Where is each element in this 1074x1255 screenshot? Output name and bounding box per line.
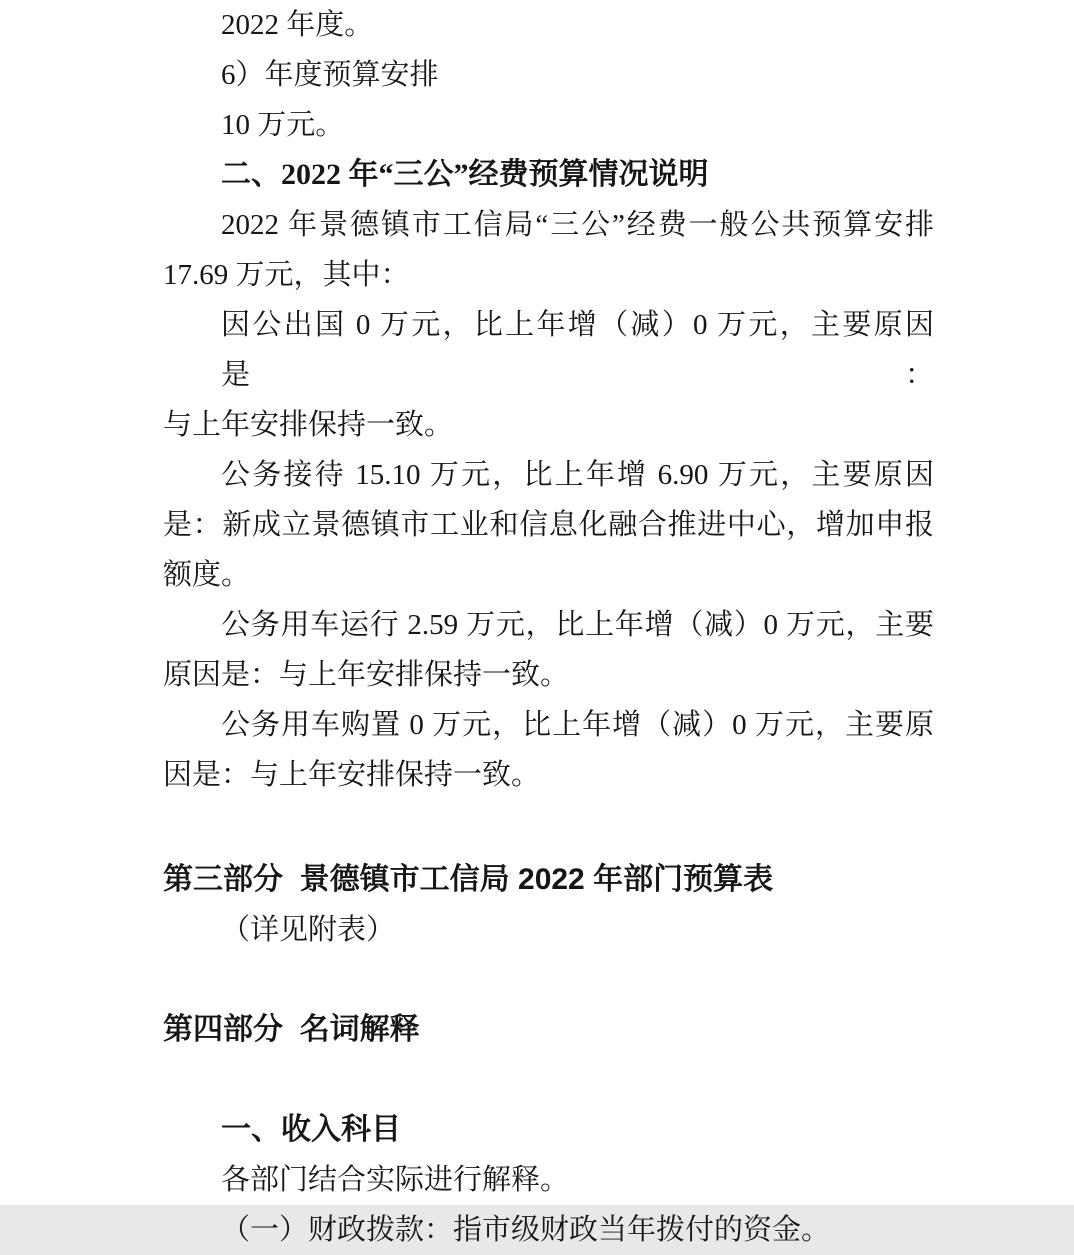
section2-heading: 二、2022 年“三公”经费预算情况说明 — [221, 158, 709, 191]
income-section-heading: 一、收入科目 — [221, 1113, 401, 1146]
paragraph-line: 2022 年景德镇市工信局“三公”经费一般公共预算安排 — [221, 209, 934, 241]
paragraph-line: 6）年度预算安排 — [221, 59, 439, 91]
paragraph-line: 10 万元。 — [221, 109, 345, 141]
paragraph-line: （详见附表） — [221, 914, 396, 946]
paragraph-line: 17.69 万元，其中： — [163, 259, 410, 291]
part4-heading: 第四部分 名词解释 — [163, 1013, 420, 1046]
paragraph-line: 是：新成立景德镇市工业和信息化融合推进中心，增加申报 — [163, 509, 934, 541]
paragraph-line: 因是：与上年安排保持一致。 — [163, 759, 541, 791]
paragraph-line: 公务接待 15.10 万元，比上年增 6.90 万元，主要原因 — [221, 459, 934, 491]
paragraph-line: 与上年安排保持一致。 — [163, 409, 454, 441]
paragraph-line: 公务用车购置 0 万元，比上年增（减）0 万元，主要原 — [221, 709, 934, 741]
paragraph-line: 因公出国 0 万元，比上年增（减）0 万元，主要原因是： — [221, 309, 934, 391]
part3-heading: 第三部分 景德镇市工信局 2022 年部门预算表 — [163, 863, 774, 896]
paragraph-line: （一）财政拨款：指市级财政当年拨付的资金。 — [221, 1214, 831, 1246]
document-text-block — [163, 0, 934, 1255]
paragraph-line: 2022 年度。 — [221, 9, 374, 41]
paragraph-line: 各部门结合实际进行解释。 — [221, 1164, 570, 1196]
paragraph-line: 额度。 — [163, 559, 251, 591]
paragraph-line: 原因是：与上年安排保持一致。 — [163, 659, 570, 691]
paragraph-line: 公务用车运行 2.59 万元，比上年增（减）0 万元，主要 — [221, 609, 934, 641]
